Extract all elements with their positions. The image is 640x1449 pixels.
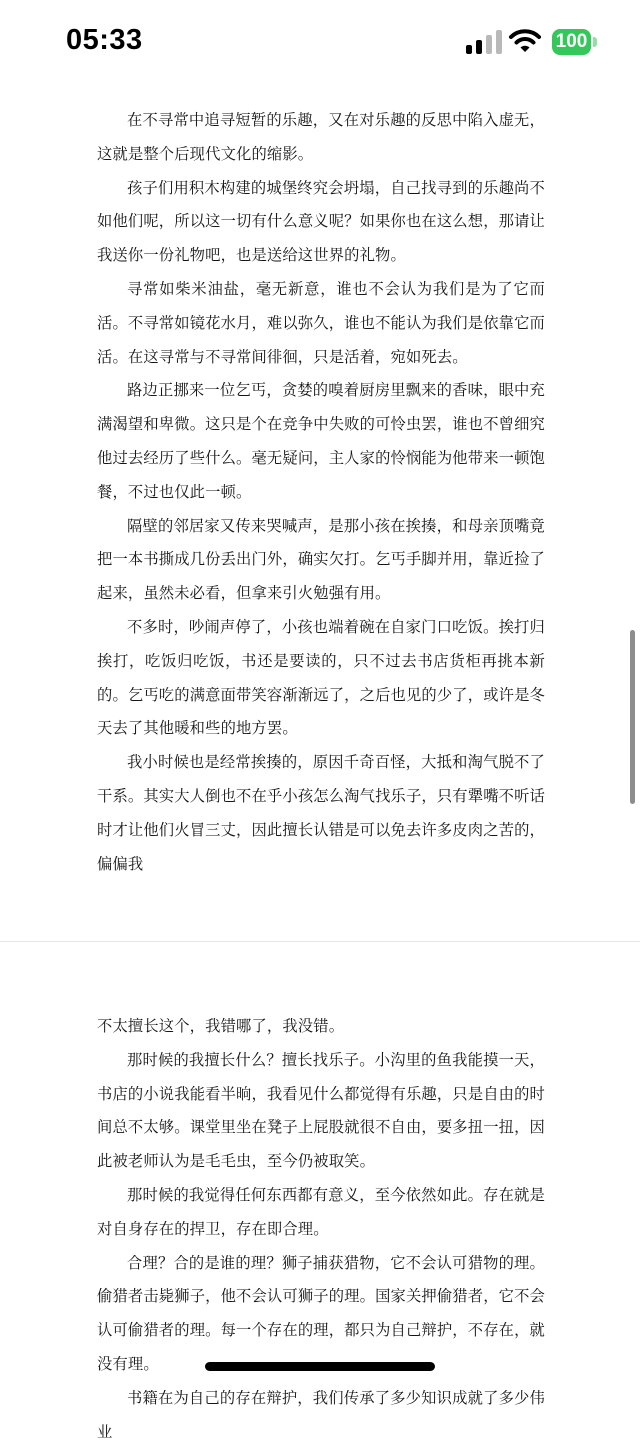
paragraph: 路边正挪来一位乞丐，贪婪的嗅着厨房里飘来的香味，眼中充满渴望和卑微。这只是个在竞争中失败的可怜虫罢，谁也不曾细究他过去经历了些什么。毫无疑问，主人家的怜悯能为他带来一顿饱餐，不过也仅此一顿。 — [97, 381, 545, 501]
paragraph: 书籍在为自己的存在辩护，我们传承了多少知识成就了多少伟业 — [97, 1388, 545, 1441]
scrollbar[interactable] — [630, 630, 635, 804]
paragraph: 隔壁的邻居家又传来哭喊声，是那小孩在挨揍，和母亲顶嘴竟把一本书撕成几份丢出门外，确实欠打。乞丐手脚并用，靠近捡了起来，虽然未必看，但拿来引火勉强有用。 — [97, 516, 545, 603]
reader-page-top[interactable] — [0, 104, 640, 881]
home-indicator[interactable] — [205, 1362, 435, 1371]
battery-icon: 100 — [552, 29, 591, 55]
paragraph: 我小时候也是经常挨揍的，原因千奇百怪，大抵和淘气脱不了干系。其实大人倒也不在乎小孩怎么淘气找乐子，只有犟嘴不听话时才让他们火冒三丈，因此擅长认错是可以免去许多皮肉之苦的，偏偏我 — [97, 753, 545, 873]
wifi-icon — [509, 28, 541, 54]
battery-tip — [593, 37, 597, 47]
page-divider — [0, 941, 640, 942]
paragraph: 不多时，吵闹声停了，小孩也端着碗在自家门口吃饭。挨打归挨打，吃饭归吃饭，书还是要读的，只不过去书店货柜再挑本新的。乞丐吃的满意面带笑容渐渐远了，之后也见的少了，或许是冬天去了其他暖和些的地方罢。 — [97, 617, 545, 738]
status-time: 05:33 — [66, 24, 143, 56]
paragraph: 那时候的我觉得任何东西都有意义，至今依然如此。存在就是对自身存在的捍卫，存在即合理。 — [97, 1185, 545, 1238]
paragraph: 合理？合的是谁的理？狮子捕获猎物，它不会认可猎物的理。偷猎者击毙狮子，他不会认可狮子的理。国家关押偷猎者，它不会认可偷猎者的理。每一个存在的理，都只为自己辩护，不存在，就没有理。 — [97, 1253, 545, 1373]
paragraph-continuation: 不太擅长这个，我错哪了，我没错。 — [97, 1017, 345, 1035]
paragraph: 那时候的我擅长什么？擅长找乐子。小沟里的鱼我能摸一天，书店的小说我能看半晌，我看见什么都觉得有乐趣，只是自由的时间总不太够。课堂里坐在凳子上屁股就很不自由，要多扭一扭，因此被老师认为是毛毛虫，至今仍被取笑。 — [97, 1050, 545, 1171]
paragraph: 寻常如柴米油盐，毫无新意，谁也不会认为我们是为了它而活。不寻常如镜花水月，难以弥久，谁也不能认为我们是依靠它而活。在这寻常与不寻常间徘徊，只是活着，宛如死去。 — [97, 279, 545, 366]
cellular-signal-icon — [466, 30, 502, 54]
paragraph: 孩子们用积木构建的城堡终究会坍塌，自己找寻到的乐趣尚不如他们呢，所以这一切有什么意义呢？如果你也在这么想，那请让我送你一份礼物吧，也是送给这世界的礼物。 — [97, 178, 545, 265]
paragraph: 在不寻常中追寻短暂的乐趣，又在对乐趣的反思中陷入虚无，这就是整个后现代文化的缩影。 — [97, 111, 545, 163]
reader-page-bottom[interactable] — [0, 1010, 640, 1449]
status-bar — [0, 0, 640, 84]
